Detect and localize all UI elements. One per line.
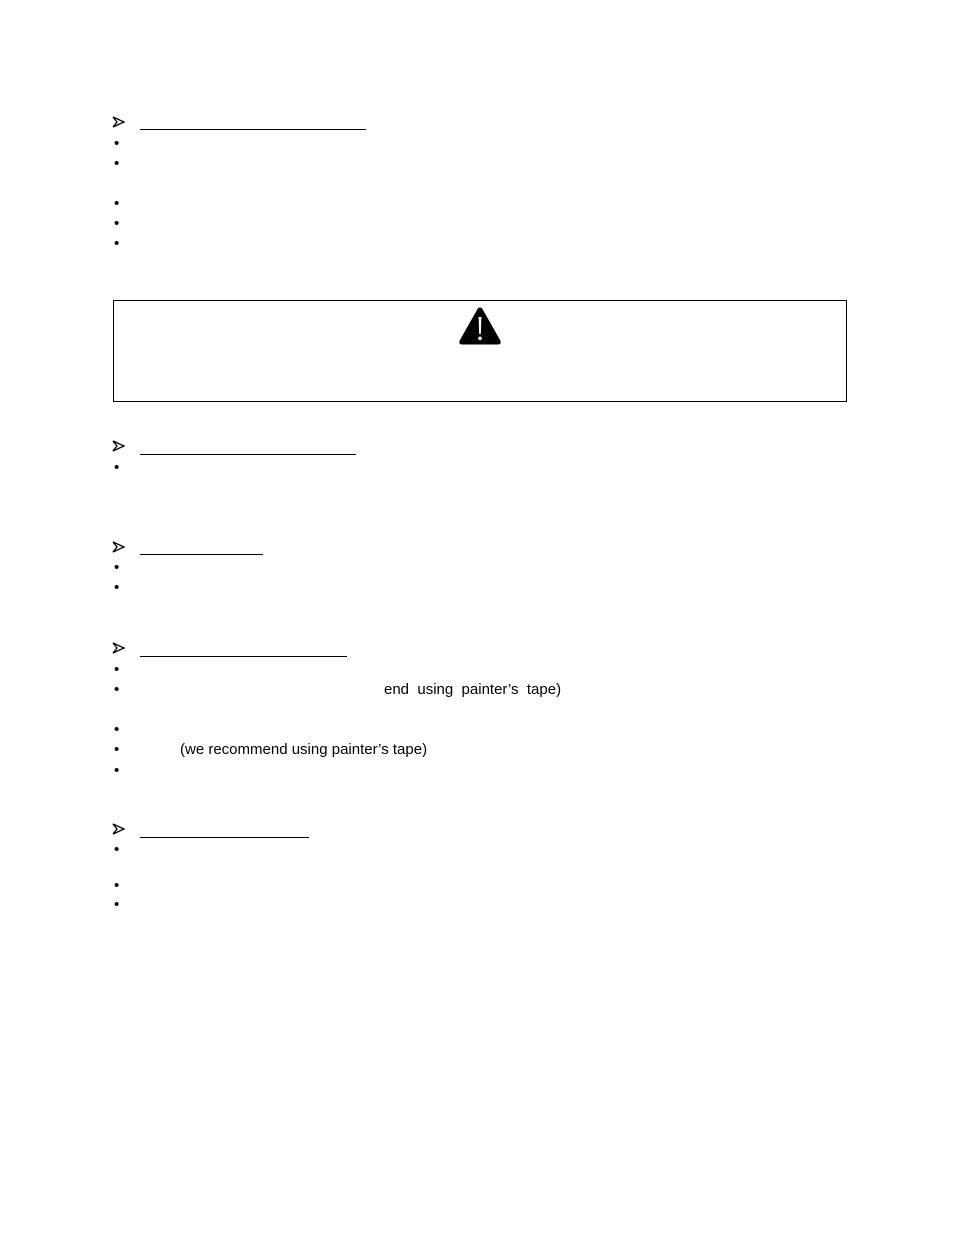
bullet: • bbox=[114, 877, 120, 894]
arrowhead-bullet-icon bbox=[112, 116, 126, 128]
bullet-text: (we recommend using painter’s tape) bbox=[180, 741, 428, 758]
bullet: • bbox=[114, 235, 120, 252]
arrowhead-bullet-icon bbox=[112, 642, 126, 654]
section-heading-underline bbox=[140, 656, 347, 657]
warning-triangle-icon bbox=[458, 306, 502, 346]
bullet: • bbox=[114, 841, 120, 858]
bullet: • bbox=[114, 559, 120, 576]
bullet: • bbox=[114, 681, 120, 698]
arrowhead-bullet-icon bbox=[112, 440, 126, 452]
bullet: • bbox=[114, 579, 120, 596]
bullet: • bbox=[114, 762, 120, 779]
bullet: • bbox=[114, 155, 120, 172]
section-heading-underline bbox=[140, 129, 366, 130]
section-heading-underline bbox=[140, 454, 356, 455]
bullet: • bbox=[114, 741, 120, 758]
section-heading-underline bbox=[140, 554, 263, 555]
bullet: • bbox=[114, 215, 120, 232]
arrowhead-bullet-icon bbox=[112, 541, 126, 553]
section-heading-underline bbox=[140, 837, 309, 838]
bullet: • bbox=[114, 896, 120, 913]
arrowhead-bullet-icon bbox=[112, 823, 126, 835]
bullet: • bbox=[114, 459, 120, 476]
bullet: • bbox=[114, 135, 120, 152]
bullet: • bbox=[114, 721, 120, 738]
bullet-text: end using painter’s tape) bbox=[384, 681, 562, 698]
bullet: • bbox=[114, 195, 120, 212]
bullet: • bbox=[114, 661, 120, 678]
